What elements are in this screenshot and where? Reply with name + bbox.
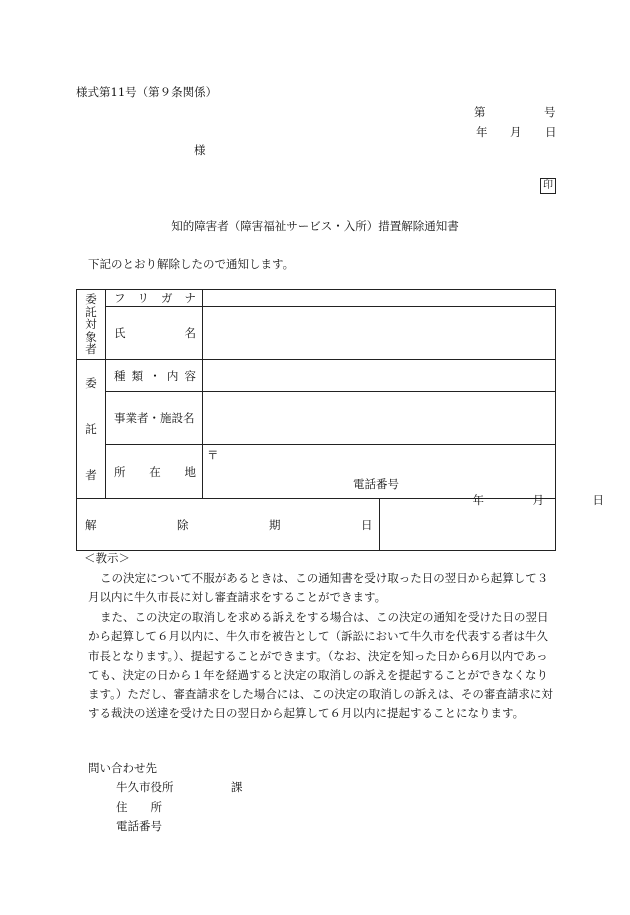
release-date-month: 月 [532, 493, 544, 507]
intro-text: 下記のとおり解除したので通知します。 [88, 257, 295, 271]
release-date-year: 年 [472, 493, 484, 507]
kind-field[interactable] [203, 360, 556, 392]
release-date-day: 日 [592, 493, 604, 507]
form-number: 様式第11号（第９条関係） [76, 85, 218, 99]
postal-mark: 〒 [207, 448, 219, 463]
group-contractor: 委 託 者 [77, 360, 106, 499]
document-number-suffix: 号 [544, 105, 556, 119]
notice-heading: ＜教示＞ [84, 551, 130, 565]
notice-table [76, 289, 604, 551]
contractor-tel-label: 電話番号 [353, 477, 399, 491]
notice-paragraph-2: また、この決定の取消しを求める訴えをする場合は、この決定の通知を受けた日の翌日から起算して６月以内に、牛久市を被告として（訴訟において牛久市を代表する者は牛久市長となります。）、提起することができます。（なお、決定を知った日から6月以内であっても、決定の日から１年を経過すると決定の取消しの訴えを提起することができなくなります。）ただし、審査請求をした場合には、この決定の取消しの訴えは、その審査請求に対する裁決の送達を受けた日の翌日から起算して６月以内に提起することになります。 [88, 610, 553, 721]
release-date-field[interactable] [379, 493, 604, 551]
release-date-label: 解 除 期 日 [77, 499, 380, 551]
addressee-suffix: 様 [194, 143, 206, 157]
document-number-prefix: 第 [474, 105, 486, 119]
inquiry-section: 課 [231, 780, 243, 794]
notice-paragraph-1: この決定について不服があるときは、この通知書を受け取った日の翌日から起算して３月以内に牛久市長に対し審査請求をすることができます。 [88, 571, 549, 605]
inquiry-office: 牛久市役所 [116, 780, 174, 794]
location-label: 所 在 地 [106, 445, 203, 499]
inquiry-label: 問い合わせ先 [88, 761, 157, 775]
location-field[interactable] [203, 445, 556, 499]
business-label: 事業者・施設名 [106, 392, 203, 445]
furigana-field[interactable] [203, 290, 556, 307]
name-field[interactable] [203, 307, 556, 360]
inquiry-address: 住 所 [116, 800, 162, 814]
issue-date-year: 年 [476, 125, 488, 139]
name-label: 氏 名 [106, 307, 203, 360]
group-client-subject: 委託対象者 [77, 290, 106, 360]
business-field[interactable] [203, 392, 556, 445]
issue-date-month: 月 [510, 125, 522, 139]
kind-label: 種 類 ・ 内 容 [106, 360, 203, 392]
issue-date-day: 日 [545, 125, 557, 139]
furigana-label: フ リ ガ ナ [106, 290, 203, 307]
inquiry-tel: 電話番号 [116, 819, 162, 833]
seal-mark: 印 [540, 178, 556, 194]
document-title: 知的障害者（障害福祉サービス・入所）措置解除通知書 [171, 219, 459, 233]
